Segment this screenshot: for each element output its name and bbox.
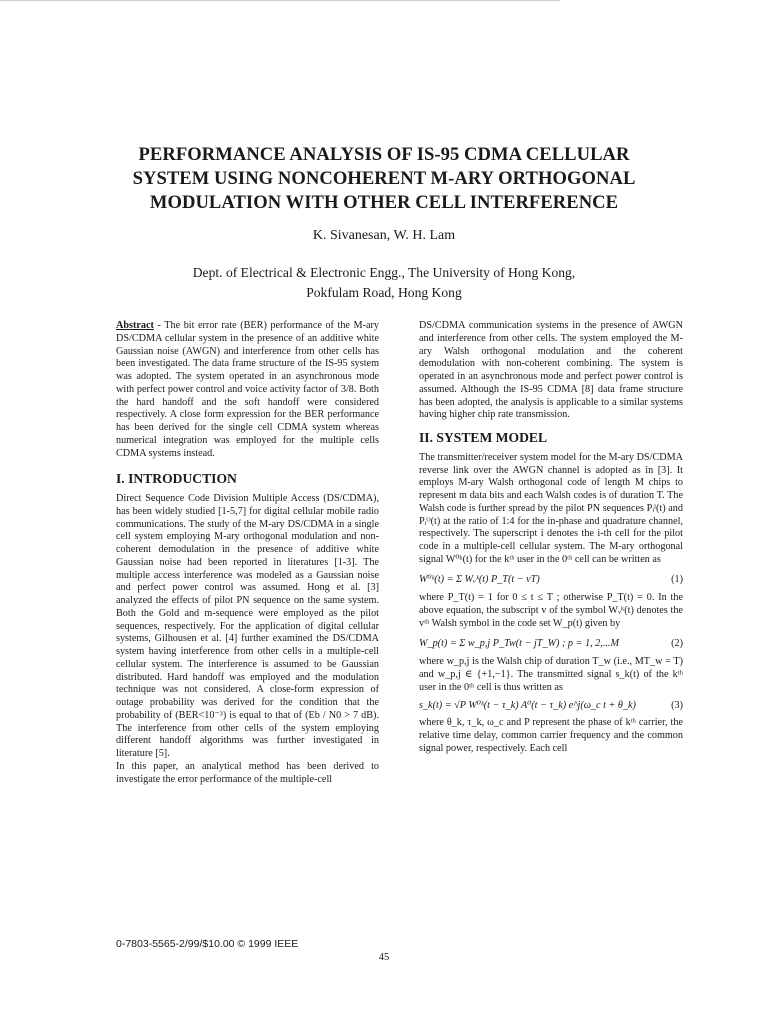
authors: K. Sivanesan, W. H. Lam: [312, 228, 456, 243]
equation-1-number: (1): [671, 573, 683, 585]
page-number: 45: [378, 952, 390, 963]
equation-2-body: W_p(t) = Σ w_p,j P_Tw(t − jT_W) ; p = 1, 2,...M: [419, 637, 619, 649]
equation-3: [419, 700, 683, 713]
model-paragraph-2: where P_T(t) = 1 for 0 ≤ t ≤ T ; otherwise P_T(t) = 0. In the above equation, the subscript v of the symbol Wᵥᵏ(t) denotes the vᵗʰ Walsh symbol in the code set W_p(t) given by: [419, 592, 683, 629]
affiliation-line-2: Pokfulam Road, Hong Kong: [306, 285, 462, 300]
top-rule: [0, 0, 560, 1]
affiliation-line-1: Dept. of Electrical & Electronic Engg., The University of Hong Kong,: [192, 265, 576, 280]
abstract-label: Abstract: [116, 320, 154, 331]
abstract-text: - The bit error rate (BER) performance of the M-ary DS/CDMA cellular system in the presence of an additive white Gaussian noise (AWGN) and interference from other cells has been investigated. The data frame structure of the IS-95 system was adopted. The system operated in an asynchronous mode with perfect power control and voice activity factor of 3/8. Both the hard handoff and the soft handoff were considered respectively. A close form expression for the BER performance has been derived for the single cell CDMA system whereas numerical integration was employed for the multiple cells CDMA systems instead.: [116, 320, 379, 459]
equation-2-number: (2): [671, 637, 683, 649]
equation-2: [419, 638, 683, 651]
left-column: [116, 320, 379, 786]
model-paragraph-4: where θ_k, τ_k, ω_c and P represent the phase of kᵗʰ carrier, the relative time delay, common carrier frequency and the common signal power, respectively. Each cell: [419, 717, 683, 754]
system-model-heading: II. SYSTEM MODEL: [419, 430, 548, 445]
equation-3-body: s_k(t) = √P W⁰ᵏ(t − τ_k) A⁰(t − τ_k) e^j(ω_c t + θ_k): [419, 699, 636, 711]
model-paragraph-1: The transmitter/receiver system model for the M-ary DS/CDMA reverse link over the AWGN channel is adopted as in [3]. It employs M-ary Walsh orthogonal code of length M chips to represent m data bits and each Walsh codes is of duration T. The Walsh code is further spread by the pilot PN sequences Pᵢᴵ(t) and Pᵢᴼ(t) at the ratio of 1:4 for the in-phase and quadrature channel, respectively. The superscript i denotes the i-th cell for the pilot code in a multiple-cell cellular system. The M-ary orthogonal signal W⁰ᵏ(t) for the kᵗʰ user in the 0ᵗʰ cell can be written as: [419, 451, 683, 565]
copyright-notice: 0-7803-5565-2/99/$10.00 © 1999 IEEE: [116, 938, 299, 950]
equation-1-body: W⁰ᵏ(t) = Σ Wᵥᵏ(t) P_T(t − vT): [419, 573, 540, 585]
title-line-2: SYSTEM USING NONCOHERENT M-ARY ORTHOGONAL: [132, 168, 636, 189]
title-line-1: PERFORMANCE ANALYSIS OF IS-95 CDMA CELLULAR: [138, 144, 630, 165]
intro-continued: DS/CDMA communication systems in the presence of AWGN and interference from other cells. The system employed the M-ary Walsh orthogonal modulation and the coherent demodulation with non-coherent combining. The system is operated in an asynchronous mode and perfect power control is assumed. Although the IS-95 CDMA [8] data frame structure has been adopted, the analysis is applicable to a similar systems having higher chip rate transmission.: [419, 320, 683, 421]
abstract: [116, 320, 379, 460]
intro-heading: I. INTRODUCTION: [116, 471, 237, 487]
equation-3-number: (3): [671, 699, 683, 711]
right-column: [419, 320, 683, 756]
title-line-3: MODULATION WITH OTHER CELL INTERFERENCE: [149, 192, 619, 213]
equation-1: [419, 574, 683, 587]
model-paragraph-3: where w_p,j is the Walsh chip of duration T_w (i.e., MT_w = T) and w_p,j ∈ {+1,−1}. The transmitted signal s_k(t) of the kᵗʰ user in the 0ᵗʰ cell is thus written as: [419, 656, 683, 693]
paper-title: [110, 143, 658, 215]
intro-paragraph-2: In this paper, an analytical method has been derived to investigate the error performance of the multiple-cell: [116, 760, 379, 785]
affiliation: [0, 263, 768, 303]
intro-paragraph-1: Direct Sequence Code Division Multiple Access (DS/CDMA), has been widely studied [1-5,7] for digital cellular mobile radio communications. The study of the M-ary DS/CDMA in a single cell system employing M-ary orthogonal modulation and non-coherent demodulation in the presence of additive white Gaussian noise had been reported in literatures [1-3]. The multiple access interference was modeled as a Gaussian noise and perfect power control was assumed. Hong et al. [3] analyzed the effects of pilot PN sequence on the same system. Both the Gold and m-sequence were employed as the pilot sequences, respectively. For the application of digital cellular systems, Gilhousen et al. [4] further examined the DS/CDMA system having interference from other cells in a multiple-cell cellular system. The interference is assumed to be Gaussian distributed. Hard handoff was employed and the modulation technique was not considered. A close-form expression of outage probability was derived for the condition that the probability of (BER<10⁻³) is equal to that of (Eb / N0 > 7 dB). The interference from other cells of the system employing different handoff algorithms was further investigated in literature [5].: [116, 493, 379, 759]
